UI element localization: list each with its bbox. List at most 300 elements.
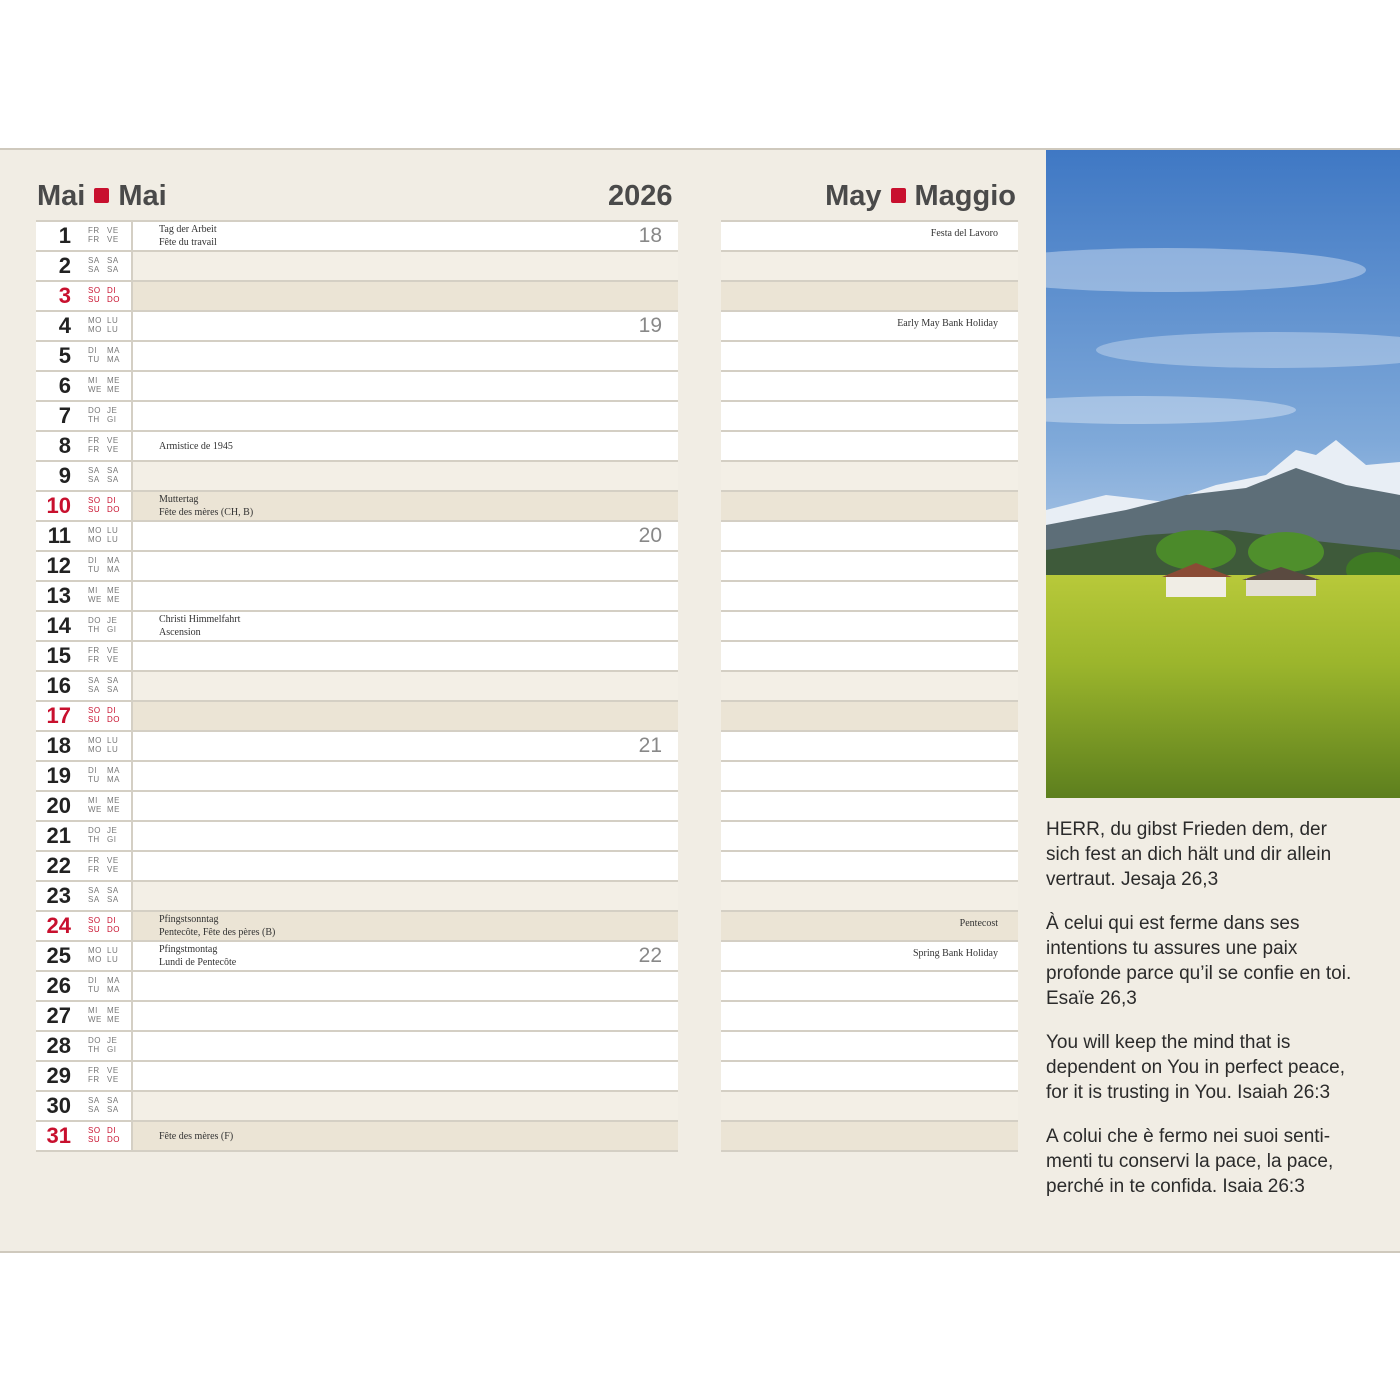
day-row[interactable] xyxy=(36,732,678,762)
day-list-right xyxy=(721,220,1018,1152)
weekday-abbr-de-en xyxy=(88,496,101,514)
day-entry-area[interactable] xyxy=(133,762,678,790)
day-row-right[interactable] xyxy=(721,822,1018,852)
weekday-it: DO xyxy=(107,715,120,724)
day-row-right[interactable] xyxy=(721,432,1018,462)
weekday-fr: VE xyxy=(107,646,119,655)
month-header-en-it xyxy=(825,178,1016,214)
weekday-de: FR xyxy=(88,646,100,655)
weekday-abbr-fr-it xyxy=(107,676,119,694)
week-number: 19 xyxy=(638,314,662,337)
day-entry-area[interactable] xyxy=(133,972,678,1000)
weekday-abbr-de-en xyxy=(88,556,100,574)
day-row-right[interactable] xyxy=(721,282,1018,312)
day-row[interactable] xyxy=(36,282,678,312)
day-entry-area-right[interactable] xyxy=(721,582,1018,610)
day-row-right[interactable] xyxy=(721,1032,1018,1062)
day-entry-area[interactable] xyxy=(133,702,678,730)
weekday-en: TU xyxy=(88,355,100,364)
weekday-de: SO xyxy=(88,496,101,505)
weekday-de: MI xyxy=(88,796,98,805)
day-row-right[interactable] xyxy=(721,972,1018,1002)
day-entry-area[interactable] xyxy=(133,672,678,700)
weekday-it: DO xyxy=(107,925,120,934)
weekday-fr: ME xyxy=(107,796,120,805)
weekday-en: TH xyxy=(88,415,100,424)
month-label-en: May xyxy=(825,180,882,212)
weekday-abbr-de-en xyxy=(88,766,100,784)
weekday-abbr-fr-it xyxy=(107,766,120,784)
day-number: 15 xyxy=(46,643,71,668)
weekday-en: SU xyxy=(88,715,101,724)
day-list-left xyxy=(36,220,678,1152)
day-number: 25 xyxy=(46,943,71,968)
day-row[interactable] xyxy=(36,342,678,372)
weekday-abbr-fr-it xyxy=(107,1036,117,1054)
weekday-abbr-fr-it xyxy=(107,736,118,754)
day-row-right[interactable] xyxy=(721,582,1018,612)
day-number: 28 xyxy=(46,1033,71,1058)
day-label xyxy=(36,282,133,310)
day-entry-area[interactable] xyxy=(133,642,678,670)
day-row[interactable] xyxy=(36,582,678,612)
weekday-en: MO xyxy=(88,325,102,334)
day-entry-area-right[interactable] xyxy=(721,672,1018,700)
day-row[interactable] xyxy=(36,1092,678,1122)
holiday-line: Fête des mères (F) xyxy=(159,1131,234,1142)
day-entry-area[interactable] xyxy=(133,372,678,400)
day-row-right[interactable] xyxy=(721,462,1018,492)
day-row[interactable] xyxy=(36,972,678,1002)
day-entry-area[interactable] xyxy=(133,1122,678,1150)
holiday-line: Fête des mères (CH, B) xyxy=(159,507,254,518)
weekday-fr: VE xyxy=(107,856,119,865)
day-row-right[interactable] xyxy=(721,792,1018,822)
weekday-it: SA xyxy=(107,685,119,694)
day-entry-area[interactable] xyxy=(133,882,678,910)
holiday-text xyxy=(159,913,275,939)
day-entry-area[interactable] xyxy=(133,852,678,880)
day-entry-area[interactable] xyxy=(133,1062,678,1090)
landscape-photo xyxy=(1046,150,1400,798)
day-row[interactable] xyxy=(36,702,678,732)
day-entry-area-right[interactable] xyxy=(721,372,1018,400)
weekday-abbr-fr-it xyxy=(107,796,120,814)
day-entry-area-right[interactable] xyxy=(721,882,1018,910)
day-entry-area[interactable] xyxy=(133,942,678,970)
verse-it: A colui che è fermo nei suoi senti- menti tu conservi la pace, la pace, perché in te confida. Isaia 26:3 xyxy=(1046,1126,1334,1197)
weekday-abbr-de-en xyxy=(88,676,100,694)
weekday-fr: LU xyxy=(107,946,119,955)
weekday-it: DO xyxy=(107,1135,120,1144)
red-square-icon xyxy=(94,188,109,203)
day-row-right[interactable] xyxy=(721,1122,1018,1152)
weekday-de: SO xyxy=(88,706,101,715)
weekday-abbr-de-en xyxy=(88,736,102,754)
weekday-it: VE xyxy=(107,1075,119,1084)
weekday-it: MA xyxy=(107,355,120,364)
day-label xyxy=(36,252,133,280)
day-row[interactable] xyxy=(36,912,678,942)
day-row-right[interactable] xyxy=(721,372,1018,402)
day-entry-area-right[interactable] xyxy=(721,972,1018,1000)
weekday-de: FR xyxy=(88,226,100,235)
weekday-en: SA xyxy=(88,685,100,694)
weekday-en: TU xyxy=(88,775,100,784)
day-label xyxy=(36,1002,133,1030)
day-entry-area[interactable] xyxy=(133,432,678,460)
weekday-de: SA xyxy=(88,676,100,685)
day-row-right[interactable] xyxy=(721,1062,1018,1092)
weekday-abbr-fr-it xyxy=(107,256,119,274)
day-number: 6 xyxy=(58,373,71,398)
weekday-abbr-de-en xyxy=(88,226,100,244)
day-label xyxy=(36,942,133,970)
weekday-abbr-de-en xyxy=(88,406,101,424)
weekday-en: FR xyxy=(88,655,100,664)
day-entry-area[interactable] xyxy=(133,522,678,550)
weekday-it: MA xyxy=(107,985,120,994)
day-entry-area[interactable] xyxy=(133,402,678,430)
day-row-right[interactable] xyxy=(721,342,1018,372)
day-row[interactable] xyxy=(36,792,678,822)
weekday-abbr-de-en xyxy=(88,436,100,454)
weekday-abbr-de-en xyxy=(88,796,102,814)
weekday-it: MA xyxy=(107,565,120,574)
day-entry-area-right[interactable] xyxy=(721,282,1018,310)
day-entry-area-right[interactable] xyxy=(721,222,1018,250)
bible-verses xyxy=(1046,817,1386,1218)
weekday-fr: DI xyxy=(107,496,116,505)
weekday-de: SA xyxy=(88,256,100,265)
weekday-en: SA xyxy=(88,475,100,484)
weekday-abbr-de-en xyxy=(88,1096,100,1114)
day-entry-area-right[interactable] xyxy=(721,942,1018,970)
weekday-abbr-fr-it xyxy=(107,1066,119,1084)
week-number: 21 xyxy=(638,734,662,757)
day-row-right[interactable] xyxy=(721,612,1018,642)
weekday-fr: JE xyxy=(107,406,118,415)
day-entry-area[interactable] xyxy=(133,252,678,280)
weekday-fr: SA xyxy=(107,676,119,685)
day-entry-area-right[interactable] xyxy=(721,852,1018,880)
day-entry-area[interactable] xyxy=(133,1032,678,1060)
day-label xyxy=(36,792,133,820)
verse-en: You will keep the mind that is dependent on You in perfect peace, for it is trusting in You. Isaiah 26:3 xyxy=(1046,1032,1345,1103)
day-label xyxy=(36,492,133,520)
weekday-it: ME xyxy=(107,805,120,814)
day-number: 13 xyxy=(46,583,71,608)
weekday-abbr-de-en xyxy=(88,256,100,274)
holiday-line: Armistice de 1945 xyxy=(159,441,233,452)
day-entry-area[interactable] xyxy=(133,552,678,580)
weekday-fr: ME xyxy=(107,376,120,385)
weekday-it: GI xyxy=(107,835,117,844)
day-entry-area-right[interactable] xyxy=(721,1062,1018,1090)
day-entry-area[interactable] xyxy=(133,492,678,520)
day-number: 19 xyxy=(46,763,71,788)
day-number: 20 xyxy=(46,793,71,818)
day-row-right[interactable] xyxy=(721,522,1018,552)
weekday-en: WE xyxy=(88,385,102,394)
weekday-abbr-fr-it xyxy=(107,646,119,664)
weekday-abbr-de-en xyxy=(88,886,100,904)
day-entry-area-right[interactable] xyxy=(721,822,1018,850)
day-label xyxy=(36,882,133,910)
holiday-text xyxy=(159,1130,233,1143)
weekday-it: GI xyxy=(107,1045,117,1054)
day-row[interactable] xyxy=(36,552,678,582)
day-row-right[interactable] xyxy=(721,702,1018,732)
day-entry-area[interactable] xyxy=(133,792,678,820)
day-entry-area-right[interactable] xyxy=(721,462,1018,490)
day-entry-area-right[interactable] xyxy=(721,402,1018,430)
week-number: 22 xyxy=(638,944,662,967)
day-entry-area-right[interactable] xyxy=(721,912,1018,940)
weekday-abbr-fr-it xyxy=(107,316,118,334)
weekday-de: FR xyxy=(88,436,100,445)
day-row-right[interactable] xyxy=(721,220,1018,252)
weekday-abbr-de-en xyxy=(88,1066,100,1084)
weekday-abbr-fr-it xyxy=(107,406,117,424)
holiday-line: Pentecôte, Fête des pères (B) xyxy=(159,927,276,938)
weekday-it: LU xyxy=(107,955,119,964)
day-entry-area-right[interactable] xyxy=(721,1032,1018,1060)
weekday-en: SU xyxy=(88,295,101,304)
holiday-text xyxy=(159,440,233,453)
day-label xyxy=(36,522,133,550)
day-entry-area-right[interactable] xyxy=(721,1122,1018,1150)
day-entry-area-right[interactable] xyxy=(721,1002,1018,1030)
day-entry-area[interactable] xyxy=(133,822,678,850)
day-entry-area-right[interactable] xyxy=(721,612,1018,640)
weekday-en: MO xyxy=(88,955,102,964)
weekday-fr: DI xyxy=(107,286,116,295)
weekday-en: MO xyxy=(88,745,102,754)
holiday-text-right: Festa del Lavoro xyxy=(930,228,998,239)
day-row-right[interactable] xyxy=(721,672,1018,702)
weekday-en: TU xyxy=(88,985,100,994)
day-row[interactable] xyxy=(36,522,678,552)
day-row-right[interactable] xyxy=(721,882,1018,912)
day-number: 26 xyxy=(46,973,71,998)
weekday-it: ME xyxy=(107,1015,120,1024)
day-number: 23 xyxy=(46,883,71,908)
weekday-abbr-fr-it xyxy=(107,616,117,634)
verse-de: HERR, du gibst Frieden dem, der sich fest an dich hält und dir allein vertraut. Jesaja 26,3 xyxy=(1046,819,1332,890)
day-row[interactable] xyxy=(36,612,678,642)
day-row[interactable] xyxy=(36,1002,678,1032)
day-entry-area[interactable] xyxy=(133,1092,678,1120)
weekday-abbr-fr-it xyxy=(107,946,118,964)
day-label xyxy=(36,702,133,730)
day-row[interactable] xyxy=(36,1062,678,1092)
day-row[interactable] xyxy=(36,402,678,432)
day-label xyxy=(36,822,133,850)
day-row-right[interactable] xyxy=(721,942,1018,972)
day-row[interactable] xyxy=(36,432,678,462)
day-row-right[interactable] xyxy=(721,1092,1018,1122)
day-row-right[interactable] xyxy=(721,492,1018,522)
day-row[interactable] xyxy=(36,312,678,342)
day-entry-area[interactable] xyxy=(133,462,678,490)
day-row[interactable] xyxy=(36,672,678,702)
day-row[interactable] xyxy=(36,492,678,522)
holiday-line: Tag der Arbeit xyxy=(159,224,217,235)
holiday-line: Lundi de Pentecôte xyxy=(159,957,237,968)
day-row-right[interactable] xyxy=(721,762,1018,792)
weekday-it: GI xyxy=(107,415,117,424)
day-entry-area-right[interactable] xyxy=(721,312,1018,340)
day-row[interactable] xyxy=(36,462,678,492)
weekday-abbr-fr-it xyxy=(107,556,120,574)
weekday-fr: SA xyxy=(107,256,119,265)
day-number: 31 xyxy=(46,1123,71,1148)
weekday-de: SO xyxy=(88,286,101,295)
day-entry-area[interactable] xyxy=(133,222,678,250)
day-entry-area[interactable] xyxy=(133,582,678,610)
weekday-it: SA xyxy=(107,475,119,484)
weekday-en: WE xyxy=(88,595,102,604)
day-number: 7 xyxy=(58,403,71,428)
month-label-de: Mai xyxy=(37,180,86,212)
day-entry-area-right[interactable] xyxy=(721,642,1018,670)
holiday-text xyxy=(159,613,240,639)
day-label xyxy=(36,462,133,490)
day-number: 3 xyxy=(58,283,71,308)
weekday-en: FR xyxy=(88,445,100,454)
day-row-right[interactable] xyxy=(721,312,1018,342)
day-entry-area[interactable] xyxy=(133,1002,678,1030)
weekday-en: WE xyxy=(88,1015,102,1024)
weekday-fr: MA xyxy=(107,766,120,775)
weekday-abbr-de-en xyxy=(88,286,101,304)
day-entry-area-right[interactable] xyxy=(721,552,1018,580)
day-entry-area[interactable] xyxy=(133,732,678,760)
day-row-right[interactable] xyxy=(721,732,1018,762)
weekday-abbr-de-en xyxy=(88,376,102,394)
weekday-abbr-fr-it xyxy=(107,226,119,244)
day-row-right[interactable] xyxy=(721,642,1018,672)
day-number: 21 xyxy=(46,823,71,848)
day-number: 29 xyxy=(46,1063,71,1088)
weekday-abbr-fr-it xyxy=(107,1006,120,1024)
weekday-abbr-fr-it xyxy=(107,586,120,604)
day-row[interactable] xyxy=(36,852,678,882)
month-label-it: Maggio xyxy=(914,180,1016,212)
weekday-abbr-fr-it xyxy=(107,376,120,394)
day-entry-area[interactable] xyxy=(133,282,678,310)
day-number: 10 xyxy=(46,493,71,518)
weekday-fr: VE xyxy=(107,226,119,235)
day-entry-area-right[interactable] xyxy=(721,792,1018,820)
day-number: 27 xyxy=(46,1003,71,1028)
weekday-fr: DI xyxy=(107,916,116,925)
weekday-it: LU xyxy=(107,535,119,544)
day-number: 5 xyxy=(58,343,71,368)
day-row[interactable] xyxy=(36,1122,678,1152)
weekday-abbr-de-en xyxy=(88,826,101,844)
weekday-it: LU xyxy=(107,325,119,334)
day-number: 12 xyxy=(46,553,71,578)
day-row[interactable] xyxy=(36,822,678,852)
day-label xyxy=(36,762,133,790)
holiday-text xyxy=(159,493,253,519)
weekday-abbr-de-en xyxy=(88,616,101,634)
day-row-right[interactable] xyxy=(721,402,1018,432)
day-entry-area[interactable] xyxy=(133,312,678,340)
weekday-abbr-de-en xyxy=(88,706,101,724)
day-entry-area-right[interactable] xyxy=(721,492,1018,520)
day-row-right[interactable] xyxy=(721,252,1018,282)
weekday-it: DO xyxy=(107,505,120,514)
weekday-abbr-fr-it xyxy=(107,466,119,484)
day-row-right[interactable] xyxy=(721,1002,1018,1032)
weekday-fr: SA xyxy=(107,886,119,895)
day-entry-area-right[interactable] xyxy=(721,522,1018,550)
day-entry-area-right[interactable] xyxy=(721,342,1018,370)
year-label: 2026 xyxy=(608,180,673,212)
weekday-de: FR xyxy=(88,1066,100,1075)
day-row[interactable] xyxy=(36,642,678,672)
day-entry-area-right[interactable] xyxy=(721,762,1018,790)
day-number: 14 xyxy=(46,613,71,638)
holiday-line: Muttertag xyxy=(159,494,199,505)
day-entry-area-right[interactable] xyxy=(721,252,1018,280)
day-entry-area-right[interactable] xyxy=(721,1092,1018,1120)
weekday-de: DO xyxy=(88,826,101,835)
day-number: 11 xyxy=(47,523,71,548)
weekday-abbr-fr-it xyxy=(107,286,120,304)
day-row[interactable] xyxy=(36,882,678,912)
day-row-right[interactable] xyxy=(721,852,1018,882)
day-entry-area[interactable] xyxy=(133,612,678,640)
day-entry-area[interactable] xyxy=(133,342,678,370)
weekday-de: SA xyxy=(88,466,100,475)
day-row[interactable] xyxy=(36,372,678,402)
day-row[interactable] xyxy=(36,252,678,282)
weekday-abbr-de-en xyxy=(88,316,102,334)
weekday-abbr-fr-it xyxy=(107,436,119,454)
weekday-en: SA xyxy=(88,895,100,904)
weekday-abbr-de-en xyxy=(88,856,100,874)
day-row[interactable] xyxy=(36,762,678,792)
weekday-abbr-fr-it xyxy=(107,346,120,364)
day-entry-area-right[interactable] xyxy=(721,732,1018,760)
weekday-en: WE xyxy=(88,805,102,814)
day-entry-area-right[interactable] xyxy=(721,702,1018,730)
weekday-en: SU xyxy=(88,1135,101,1144)
day-label xyxy=(36,852,133,880)
day-label xyxy=(36,912,133,940)
day-row-right[interactable] xyxy=(721,552,1018,582)
day-row[interactable] xyxy=(36,220,678,252)
weekday-it: VE xyxy=(107,655,119,664)
weekday-abbr-de-en xyxy=(88,946,102,964)
weekday-abbr-fr-it xyxy=(107,826,117,844)
weekday-en: FR xyxy=(88,235,100,244)
day-row-right[interactable] xyxy=(721,912,1018,942)
weekday-en: TH xyxy=(88,1045,100,1054)
day-entry-area-right[interactable] xyxy=(721,432,1018,460)
day-number: 9 xyxy=(58,463,71,488)
weekday-abbr-fr-it xyxy=(107,976,120,994)
weekday-fr: MA xyxy=(107,976,120,985)
day-row[interactable] xyxy=(36,1032,678,1062)
day-entry-area[interactable] xyxy=(133,912,678,940)
weekday-en: TH xyxy=(88,625,100,634)
day-row[interactable] xyxy=(36,942,678,972)
